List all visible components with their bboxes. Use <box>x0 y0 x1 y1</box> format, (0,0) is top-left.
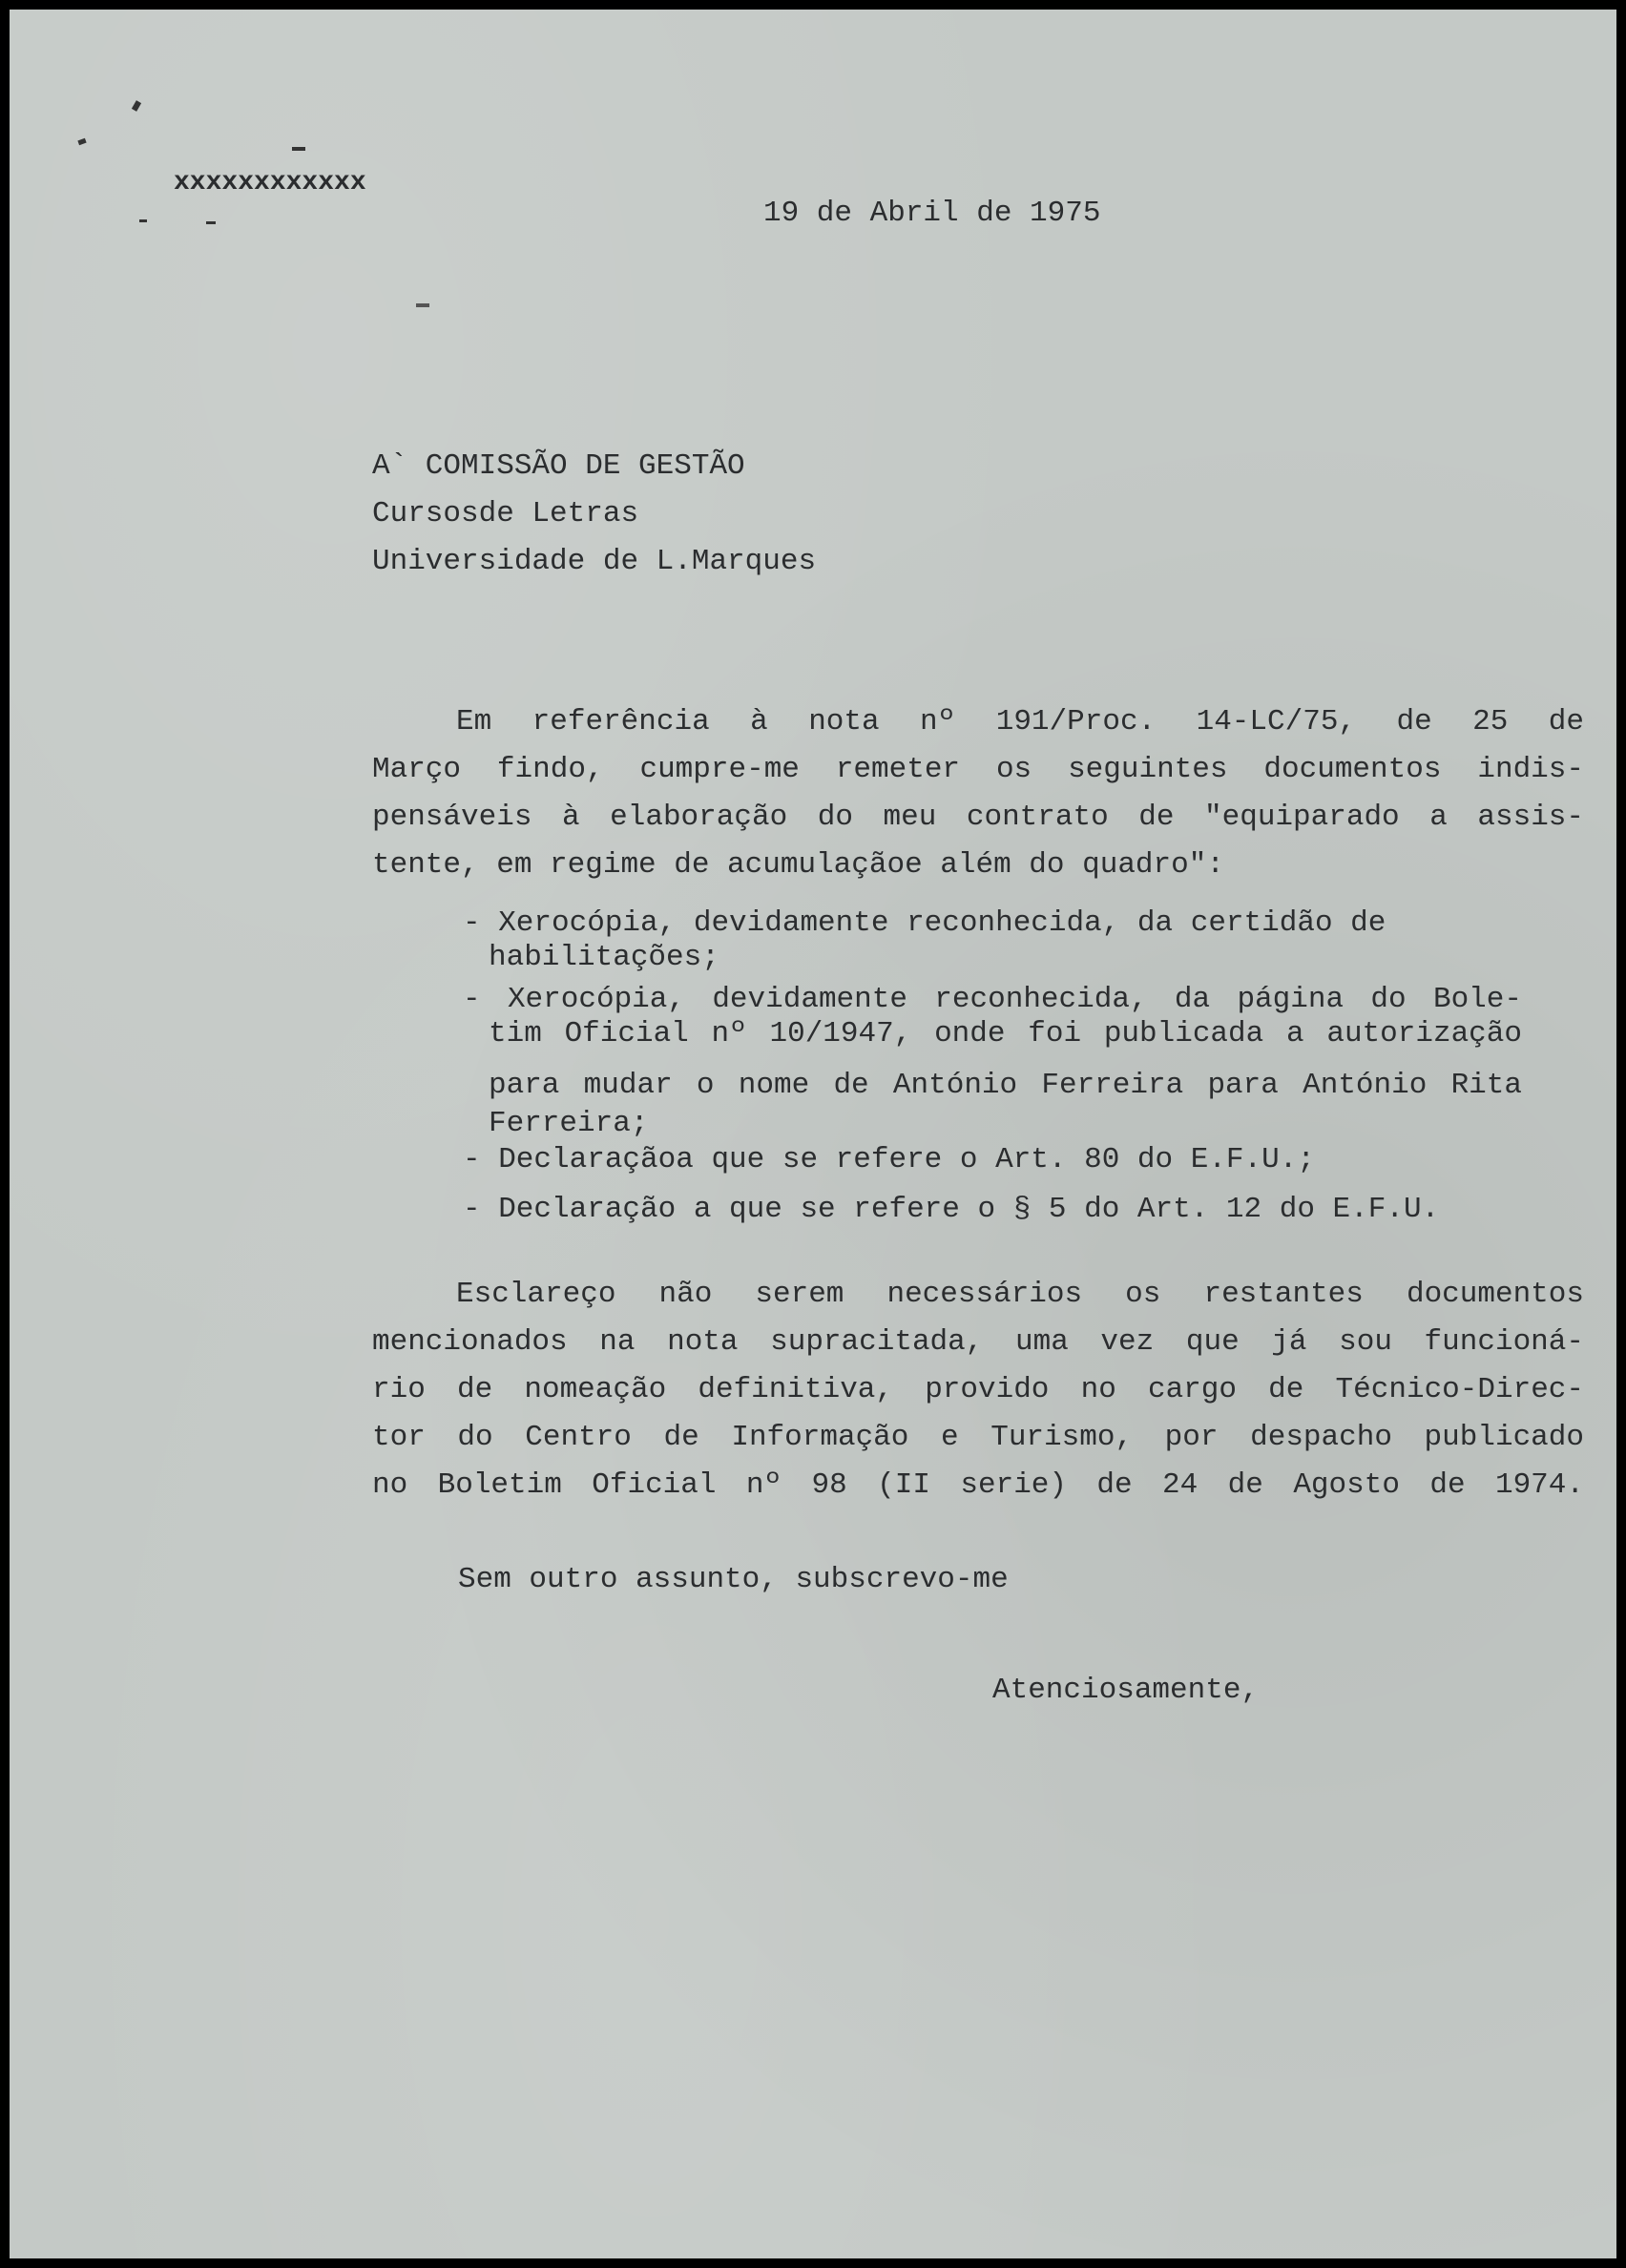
recipient-line-1: A` COMISSÃO DE GESTÃO <box>372 449 745 483</box>
list-item <box>463 1143 1522 1177</box>
scan-mark <box>132 100 141 112</box>
paragraph-reference <box>372 698 1584 889</box>
closing-line: Sem outro assunto, subscrevo-me <box>458 1563 1009 1596</box>
item-line: - Xerocópia, devidamente reconhecida, da página do Bole- <box>463 983 1522 1016</box>
paragraph-line: Março findo, cumpre-me remeter os seguintes documentos indis- <box>372 753 1584 786</box>
scan-mark <box>77 138 86 145</box>
item-line: para mudar o nome de António Ferreira para António Rita <box>489 1069 1522 1102</box>
scan-mark <box>206 221 216 224</box>
paragraph-line: no Boletim Oficial nº 98 (II serie) de 24 de Agosto de 1974. <box>372 1468 1584 1502</box>
paragraph-line: tente, em regime de acumulaçãoe além do quadro": <box>372 848 1224 882</box>
paragraph-line: Esclareço não serem necessários os restantes documentos <box>456 1278 1584 1311</box>
list-item <box>463 1193 1522 1227</box>
paragraph-line: tor do Centro de Informação e Turismo, por despacho publicado <box>372 1421 1584 1454</box>
paragraph-line: mencionados na nota supracitada, uma vez que já sou funcioná- <box>372 1325 1584 1359</box>
list-item <box>463 983 1522 1141</box>
item-line: tim Oficial nº 10/1947, onde foi publicada a autorização <box>489 1017 1522 1051</box>
item-line: - Declaração a que se refere o § 5 do Art. 12 do E.F.U. <box>463 1193 1440 1226</box>
item-line: - Xerocópia, devidamente reconhecida, da certidão de <box>463 906 1386 940</box>
signoff-line: Atenciosamente, <box>992 1674 1260 1707</box>
letter-date: 19 de Abril de 1975 <box>763 197 1101 230</box>
item-line: habilitações; <box>489 941 719 974</box>
scan-mark <box>139 219 147 222</box>
recipient-line-3: Universidade de L.Marques <box>372 545 817 578</box>
recipient-line-2: Cursosde Letras <box>372 497 639 531</box>
letter-paper <box>10 10 1616 2258</box>
paragraph-line: Em referência à nota nº 191/Proc. 14-LC/75, de 25 de <box>456 705 1584 739</box>
paragraph-clarification <box>372 1271 1584 1509</box>
item-line: - Declaraçãoa que se refere o Art. 80 do E.F.U.; <box>463 1143 1315 1176</box>
header-code: xxxxxxxxxxxx <box>174 168 366 198</box>
scan-mark <box>292 147 305 151</box>
scan-mark <box>416 303 429 307</box>
paragraph-line: rio de nomeação definitiva, provido no cargo de Técnico-Direc- <box>372 1373 1584 1406</box>
list-item <box>463 906 1522 975</box>
item-line: Ferreira; <box>489 1107 649 1140</box>
paragraph-line: pensáveis à elaboração do meu contrato de "equiparado a assis- <box>372 801 1584 834</box>
